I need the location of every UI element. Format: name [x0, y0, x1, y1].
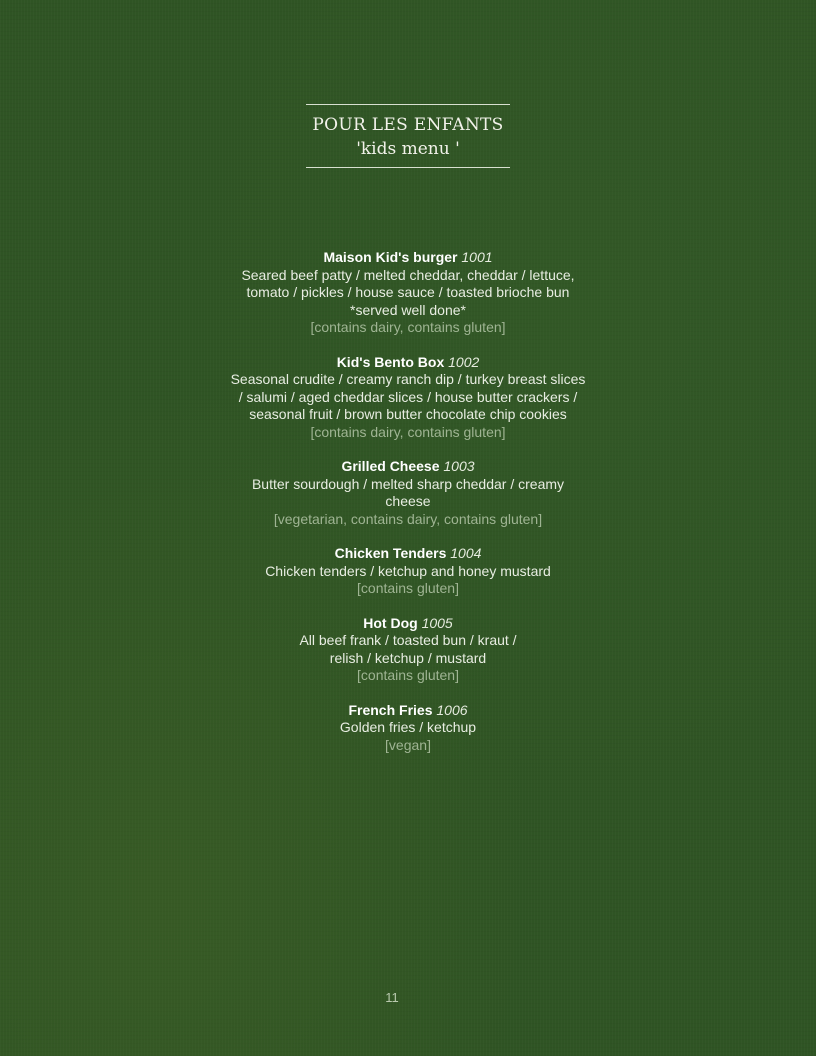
menu-item-name: Hot Dog: [363, 614, 418, 631]
menu-item: [228, 249, 588, 337]
menu-item-name: French Fries: [348, 701, 433, 718]
menu-item-tags: [vegetarian, contains dairy, contains gluten]: [273, 510, 543, 527]
menu-item-code: 1003: [443, 458, 475, 474]
menu-section-header: [306, 104, 510, 168]
menu-items-list: [228, 249, 588, 771]
page-number: 11: [385, 990, 399, 1005]
menu-item-description: Seasonal crudite / creamy ranch dip / turkey breast slices / salumi / aged cheddar slices / house butter crackers / seasonal fruit / brown butter chocolate chip cookies: [230, 371, 586, 422]
menu-item-description: Seared beef patty / melted cheddar, cheddar / lettuce, tomato / pickles / house sauce / toasted brioche bun *served well done*: [241, 266, 575, 318]
menu-item-name: Grilled Cheese: [341, 458, 440, 474]
menu-item: [228, 458, 588, 528]
menu-item-description: Golden fries / ketchup: [339, 719, 477, 735]
section-title: POUR LES ENFANTS: [312, 115, 504, 135]
menu-item-heading: [228, 702, 588, 720]
menu-item-name: Kid's Bento Box: [336, 353, 445, 370]
menu-item-code: 1005: [421, 614, 453, 631]
menu-item-tags: [contains dairy, contains gluten]: [310, 319, 506, 335]
menu-item-code: 1002: [448, 353, 480, 370]
menu-item-name: Chicken Tenders: [334, 545, 447, 561]
menu-item-heading: [228, 615, 588, 633]
menu-item-tags: [contains gluten]: [357, 580, 459, 596]
menu-item-heading: [228, 545, 588, 563]
menu-item-code: 1004: [450, 545, 482, 561]
menu-item-heading: [228, 249, 588, 267]
menu-item-heading: [228, 458, 588, 476]
menu-item-code: 1001: [461, 249, 493, 265]
menu-item: [228, 702, 588, 755]
menu-item-tags: [vegan]: [385, 736, 431, 753]
menu-item: [228, 615, 588, 685]
menu-item-code: 1006: [436, 701, 468, 718]
menu-item-tags: [contains dairy, contains gluten]: [310, 423, 506, 440]
menu-item: [228, 545, 588, 598]
menu-item: [228, 354, 588, 442]
menu-item-description: Chicken tenders / ketchup and honey mustard: [265, 562, 551, 579]
menu-item-tags: [contains gluten]: [357, 667, 459, 683]
menu-item-name: Maison Kid's burger: [323, 249, 458, 265]
menu-item-description: All beef frank / toasted bun / kraut / relish / ketchup / mustard: [299, 632, 517, 666]
section-subtitle: 'kids menu ': [356, 139, 460, 159]
menu-item-heading: [228, 354, 588, 372]
menu-item-description: Butter sourdough / melted sharp cheddar / creamy cheese: [251, 475, 565, 509]
